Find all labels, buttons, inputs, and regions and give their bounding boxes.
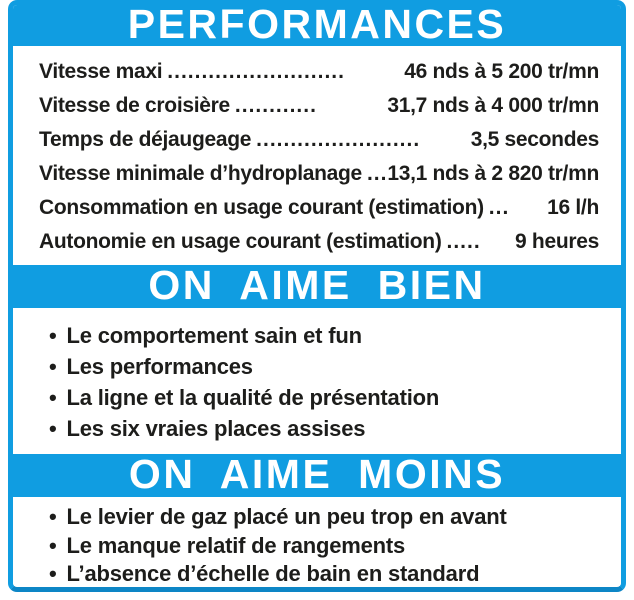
spec-label: Vitesse maxi	[39, 60, 163, 83]
likes-list	[49, 320, 601, 444]
bullet-icon: •	[49, 323, 57, 348]
bullet-icon: •	[49, 532, 57, 558]
spec-card	[8, 0, 626, 592]
spec-label: Vitesse de croisière	[39, 94, 230, 117]
list-item	[49, 532, 601, 561]
dislike-item-text: Le manque relatif de rangements	[66, 532, 406, 558]
list-item	[49, 503, 601, 532]
dislikes-section	[13, 500, 621, 586]
spec-row-autonomie	[39, 225, 599, 259]
list-item	[49, 351, 601, 382]
like-item-text: Le comportement sain et fun	[66, 323, 362, 348]
likes-header-bar	[13, 262, 621, 311]
dot-leader: .....	[446, 230, 481, 253]
spec-label: Vitesse minimale d’hydroplanage	[39, 162, 362, 185]
spec-value: 13,1 nds à 2 820 tr/mn	[387, 162, 599, 185]
spec-value: 9 heures	[515, 230, 599, 253]
performances-title: PERFORMANCES	[127, 0, 507, 47]
bullet-icon: •	[49, 416, 57, 441]
dot-leader: ...	[488, 196, 510, 219]
spec-row-vitesse-hydroplanage	[39, 157, 599, 191]
spec-row-temps-dejaugeage	[39, 123, 599, 157]
spec-value: 3,5 secondes	[470, 128, 599, 151]
spec-value: 16 l/h	[547, 196, 599, 219]
list-item	[49, 382, 601, 413]
dot-leader: ............	[234, 94, 317, 117]
dot-leader: ..........................	[167, 60, 345, 83]
performances-header-bar	[13, 0, 621, 49]
dislikes-header-bar	[13, 451, 621, 500]
dislikes-title: ON AIME MOINS	[128, 450, 506, 497]
dislike-item-text: L’absence d’échelle de bain en standard	[66, 561, 480, 586]
like-item-text: Les performances	[66, 354, 253, 379]
spec-value: 31,7 nds à 4 000 tr/mn	[387, 94, 599, 117]
dislike-item-text: Le levier de gaz placé un peu trop en avant	[66, 504, 507, 529]
list-item	[49, 560, 601, 589]
spec-label: Autonomie en usage courant (estimation)	[39, 230, 442, 253]
likes-section	[13, 311, 621, 451]
dislikes-list	[49, 503, 601, 589]
dot-leader: ........................	[256, 128, 421, 151]
likes-title: ON AIME BIEN	[148, 261, 486, 308]
like-item-text: La ligne et la qualité de présentation	[66, 385, 440, 410]
bullet-icon: •	[49, 504, 57, 529]
like-item-text: Les six vraies places assises	[66, 416, 366, 441]
bullet-icon: •	[49, 561, 57, 586]
spec-row-consommation	[39, 191, 599, 225]
list-item	[49, 320, 601, 351]
list-item	[49, 413, 601, 444]
performances-section	[13, 49, 621, 262]
spec-row-vitesse-croisiere	[39, 89, 599, 123]
spec-label: Consommation en usage courant (estimation)	[39, 196, 484, 219]
spec-label: Temps de déjaugeage	[39, 128, 252, 151]
bullet-icon: •	[49, 385, 57, 410]
spec-value: 46 nds à 5 200 tr/mn	[404, 60, 599, 83]
spec-row-vitesse-maxi	[39, 55, 599, 89]
bullet-icon: •	[49, 354, 57, 379]
dot-leader: ...	[366, 162, 388, 185]
